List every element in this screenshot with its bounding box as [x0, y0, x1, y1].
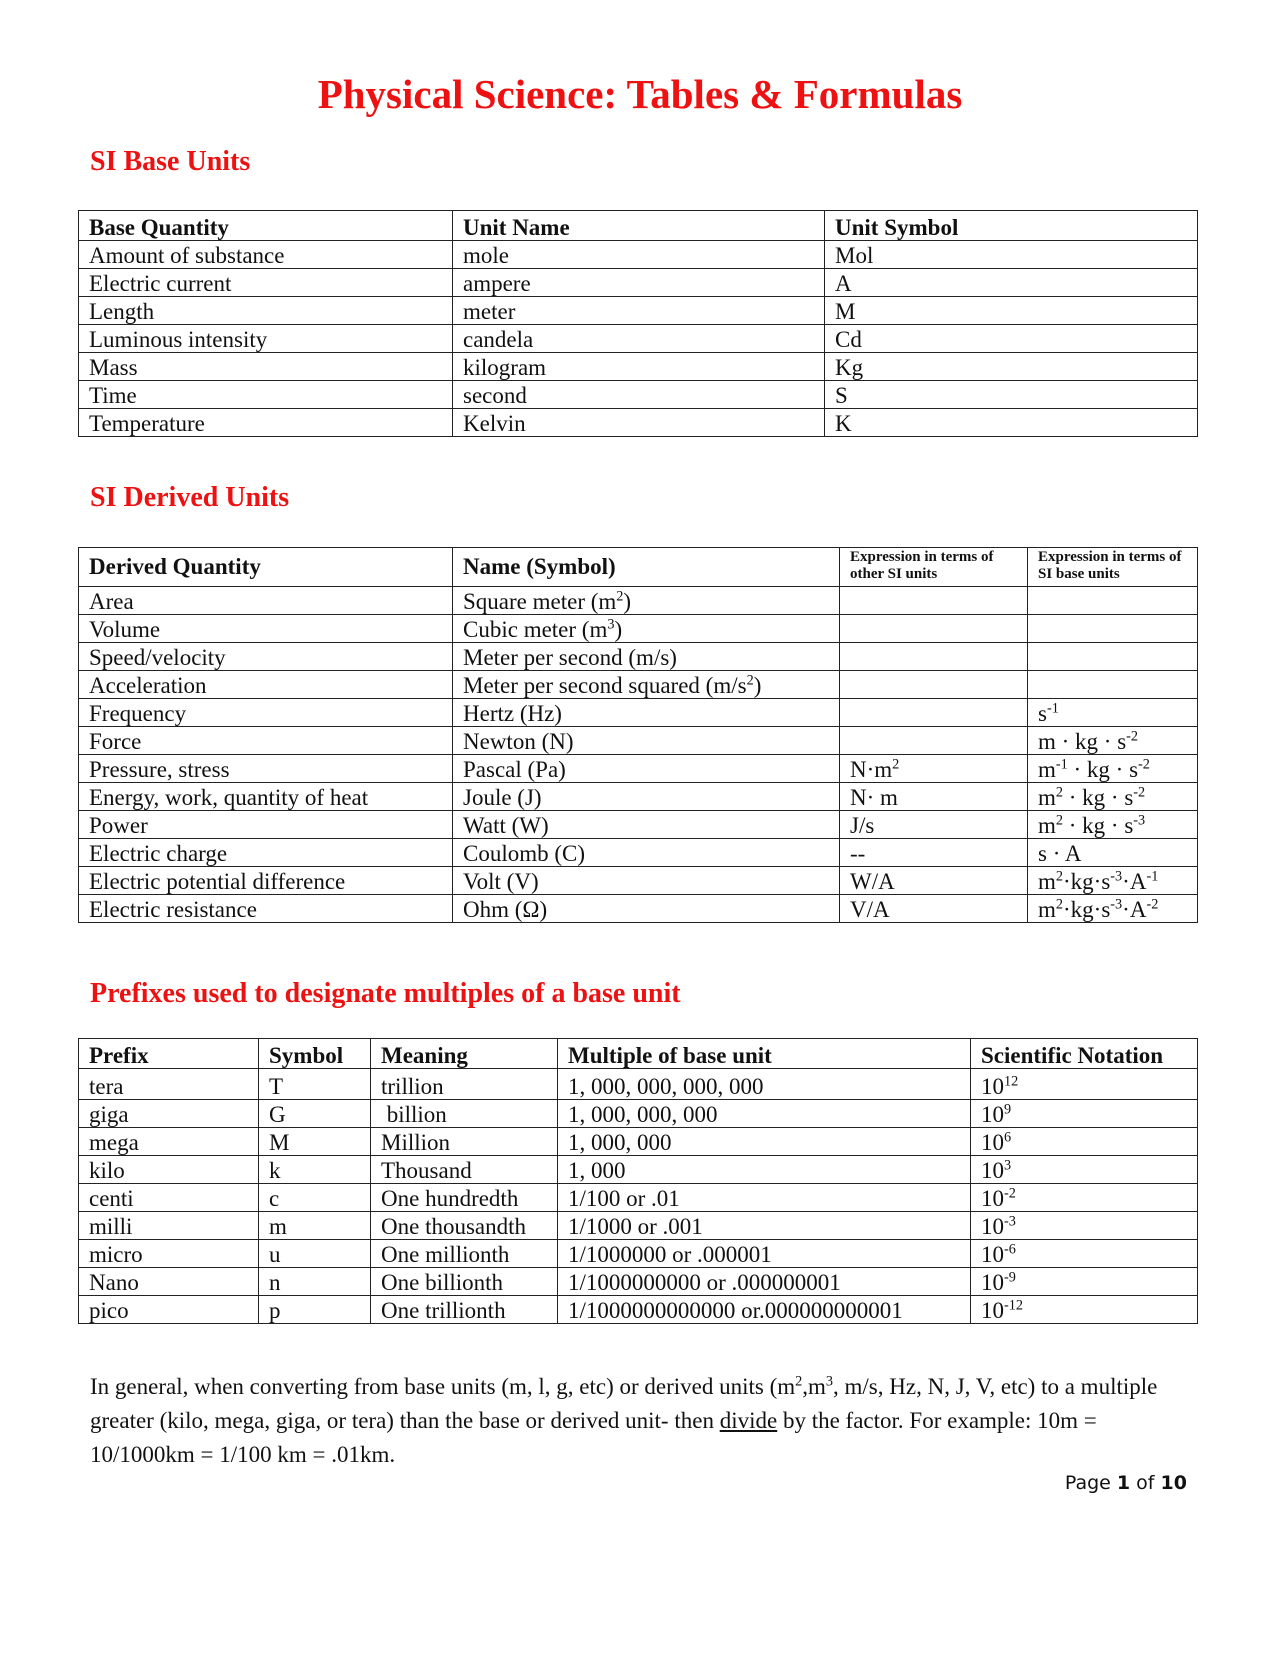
table-cell	[453, 895, 840, 923]
scientific-notation-cell	[971, 1184, 1198, 1212]
column-header: Name (Symbol)	[453, 548, 840, 587]
notation-exponent: 6	[1004, 1129, 1012, 1146]
cell-text: Watt (W)	[463, 813, 549, 838]
notation-exponent: -9	[1004, 1269, 1016, 1286]
table-cell: M	[259, 1128, 371, 1156]
table-cell	[840, 755, 1028, 783]
table-cell	[453, 839, 840, 867]
table-cell: 1, 000, 000, 000, 000	[558, 1069, 971, 1100]
note-text: by the factor. For example: 10m = 10/1000km = 1/100 km = .01km.	[90, 1408, 1097, 1467]
table-cell	[1028, 671, 1198, 699]
cell-text: m	[1038, 757, 1056, 782]
table-cell	[840, 895, 1028, 923]
table-cell	[453, 699, 840, 727]
cell-text: V/A	[850, 897, 890, 922]
notation-exponent: -6	[1004, 1241, 1016, 1258]
cell-text: )	[753, 673, 762, 698]
base-units-table	[78, 210, 1198, 437]
column-header: Multiple of base unit	[558, 1039, 971, 1069]
table-cell	[453, 671, 840, 699]
table-cell: tera	[79, 1069, 259, 1100]
table-cell: second	[453, 381, 825, 409]
table-cell: p	[259, 1296, 371, 1324]
page-label: Page	[1064, 1472, 1117, 1494]
table-cell	[1028, 867, 1198, 895]
table-cell: 1/1000000000000 or.000000000001	[558, 1296, 971, 1324]
table-cell	[79, 699, 453, 727]
table-cell	[453, 755, 840, 783]
table-cell: billion	[371, 1100, 558, 1128]
superscript-exponent: 2	[1055, 868, 1064, 885]
table-row	[79, 325, 1198, 353]
table-row	[79, 381, 1198, 409]
table-row	[79, 409, 1198, 437]
cell-text: · kg · s	[1067, 757, 1139, 782]
table-row	[79, 1268, 1198, 1296]
table-cell	[79, 867, 453, 895]
superscript-exponent: -2	[1126, 728, 1139, 745]
table-cell: One trillionth	[371, 1296, 558, 1324]
column-header: Expression in terms of other SI units	[840, 548, 1028, 587]
cell-text: Pressure, stress	[89, 757, 230, 782]
table-cell: A	[825, 269, 1198, 297]
conversion-note	[90, 1370, 1190, 1472]
cell-text: Coulomb (C)	[463, 841, 586, 866]
table-cell	[453, 643, 840, 671]
cell-text: Electric resistance	[89, 897, 257, 922]
table-cell	[840, 811, 1028, 839]
table-cell: Kg	[825, 353, 1198, 381]
table-cell	[79, 895, 453, 923]
table-cell	[79, 755, 453, 783]
table-cell	[840, 783, 1028, 811]
table-cell	[840, 699, 1028, 727]
cell-text: Meter per second squared (m/s	[463, 673, 747, 698]
table-cell: One millionth	[371, 1240, 558, 1268]
table-row	[79, 839, 1198, 867]
table-cell: 1, 000, 000	[558, 1128, 971, 1156]
cell-text: Power	[89, 813, 148, 838]
table-cell: Electric current	[79, 269, 453, 297]
superscript-exponent: -1	[1046, 700, 1059, 717]
table-cell	[1028, 895, 1198, 923]
scientific-notation-cell	[971, 1212, 1198, 1240]
table-row	[79, 353, 1198, 381]
column-header: Symbol	[259, 1039, 371, 1069]
cell-text: ·kg·s	[1063, 897, 1111, 922]
table-cell	[79, 811, 453, 839]
notation-base: 10	[981, 1214, 1004, 1239]
notation-base: 10	[981, 1270, 1004, 1295]
cell-text: N·m	[850, 757, 893, 782]
cell-text: · kg · s	[1063, 813, 1134, 838]
derived-units-table	[78, 547, 1198, 923]
cell-text: m · kg · s	[1038, 729, 1127, 754]
cell-text: Volume	[89, 617, 161, 642]
column-header: Prefix	[79, 1039, 259, 1069]
table-cell	[79, 671, 453, 699]
cell-text: ·kg·s	[1063, 869, 1111, 894]
notation-exponent: 12	[1004, 1073, 1019, 1090]
scientific-notation-cell	[971, 1240, 1198, 1268]
superscript-exponent: -3	[1110, 868, 1123, 885]
table-cell	[453, 615, 840, 643]
table-row	[79, 727, 1198, 755]
table-row	[79, 587, 1198, 615]
table-cell: 1/1000000 or .000001	[558, 1240, 971, 1268]
table-cell: M	[825, 297, 1198, 325]
superscript-exponent: -3	[1110, 896, 1123, 913]
table-cell	[1028, 643, 1198, 671]
table-row	[79, 1240, 1198, 1268]
table-cell	[79, 727, 453, 755]
column-header: Unit Symbol	[825, 211, 1198, 241]
column-header: Scientific Notation	[971, 1039, 1198, 1069]
cell-text: m	[1038, 785, 1056, 810]
cell-text: · kg · s	[1063, 785, 1134, 810]
table-cell: S	[825, 381, 1198, 409]
table-cell: 1, 000	[558, 1156, 971, 1184]
table-cell	[1028, 811, 1198, 839]
cell-text: m	[1038, 897, 1056, 922]
column-header: Expression in terms of SI base units	[1028, 548, 1198, 587]
notation-base: 10	[981, 1158, 1004, 1183]
cell-text: m	[1038, 869, 1056, 894]
table-row	[79, 783, 1198, 811]
table-cell: 1/1000 or .001	[558, 1212, 971, 1240]
page-number: 1	[1116, 1472, 1131, 1494]
cell-text: Square meter (m	[463, 589, 617, 614]
cell-text: ·A	[1122, 897, 1147, 922]
table-cell: Cd	[825, 325, 1198, 353]
note-text: , m/s, Hz, N, J, V, etc) to a multiple greater (kilo, mega, giga, or tera) than the base or derived unit- then	[90, 1374, 1158, 1433]
cell-text: N· m	[850, 785, 898, 810]
scientific-notation-cell	[971, 1296, 1198, 1324]
table-cell: Length	[79, 297, 453, 325]
table-row	[79, 1156, 1198, 1184]
column-header: Meaning	[371, 1039, 558, 1069]
note-superscript: 3	[825, 1373, 834, 1390]
table-cell: Mol	[825, 241, 1198, 269]
notation-base: 10	[981, 1298, 1004, 1323]
table-cell	[79, 643, 453, 671]
table-cell	[453, 867, 840, 895]
table-row	[79, 699, 1198, 727]
notation-base: 10	[981, 1242, 1004, 1267]
column-header: Base Quantity	[79, 211, 453, 241]
table-row	[79, 241, 1198, 269]
table-cell: m	[259, 1212, 371, 1240]
superscript-exponent: -2	[1138, 756, 1150, 773]
notation-base: 10	[981, 1074, 1004, 1099]
table-cell: kilogram	[453, 353, 825, 381]
table-cell: trillion	[371, 1069, 558, 1100]
table-cell	[79, 783, 453, 811]
page-of-label: of	[1130, 1472, 1161, 1494]
table-cell: K	[825, 409, 1198, 437]
table-row	[79, 297, 1198, 325]
table-row	[79, 867, 1198, 895]
table-cell: c	[259, 1184, 371, 1212]
cell-text: Frequency	[89, 701, 187, 726]
table-cell: meter	[453, 297, 825, 325]
table-cell: 1/100 or .01	[558, 1184, 971, 1212]
cell-text: Newton (N)	[463, 729, 574, 754]
table-cell	[840, 643, 1028, 671]
note-underlined-word: divide	[719, 1408, 778, 1433]
superscript-exponent: -2	[1133, 784, 1146, 801]
cell-text: ·A	[1122, 869, 1147, 894]
table-cell	[840, 839, 1028, 867]
table-cell: kilo	[79, 1156, 259, 1184]
cell-text: Pascal (Pa)	[463, 757, 566, 782]
table-cell	[1028, 755, 1198, 783]
prefixes-table	[78, 1038, 1198, 1324]
table-cell	[453, 587, 840, 615]
cell-text: Hertz (Hz)	[463, 701, 562, 726]
superscript-exponent: 2	[616, 588, 624, 605]
table-row	[79, 1296, 1198, 1324]
superscript-exponent: 3	[607, 616, 615, 633]
table-cell: u	[259, 1240, 371, 1268]
cell-text: Energy, work, quantity of heat	[89, 785, 369, 810]
scientific-notation-cell	[971, 1100, 1198, 1128]
page-total: 10	[1160, 1472, 1187, 1494]
table-cell	[840, 615, 1028, 643]
scientific-notation-cell	[971, 1069, 1198, 1100]
superscript-exponent: 2	[746, 672, 754, 689]
table-cell	[453, 783, 840, 811]
table-cell: n	[259, 1268, 371, 1296]
notation-exponent: -3	[1004, 1213, 1016, 1230]
note-superscript: 2	[795, 1373, 803, 1390]
notation-exponent: 9	[1004, 1101, 1012, 1118]
superscript-exponent: -1	[1055, 756, 1068, 773]
note-text: In general, when converting from base units (m, l, g, etc) or derived units (m	[90, 1374, 796, 1399]
cell-text: s · A	[1038, 841, 1082, 866]
table-cell: 1, 000, 000, 000	[558, 1100, 971, 1128]
cell-text: s	[1038, 701, 1047, 726]
table-cell	[1028, 699, 1198, 727]
superscript-exponent: 2	[1055, 896, 1064, 913]
table-cell: G	[259, 1100, 371, 1128]
table-cell	[1028, 587, 1198, 615]
cell-text: Joule (J)	[463, 785, 542, 810]
table-cell: Thousand	[371, 1156, 558, 1184]
table-row	[79, 269, 1198, 297]
superscript-exponent: -3	[1133, 812, 1146, 829]
cell-text: W/A	[850, 869, 895, 894]
superscript-exponent: 2	[1055, 784, 1064, 801]
table-cell: 1/1000000000 or .000000001	[558, 1268, 971, 1296]
table-cell	[840, 587, 1028, 615]
prefixes-heading: Prefixes used to designate multiples of a base unit	[90, 978, 681, 1009]
table-cell	[1028, 727, 1198, 755]
table-cell: Mass	[79, 353, 453, 381]
table-cell	[1028, 839, 1198, 867]
table-cell: Amount of substance	[79, 241, 453, 269]
table-row	[79, 1069, 1198, 1100]
table-row	[79, 1212, 1198, 1240]
notation-base: 10	[981, 1102, 1004, 1127]
table-cell	[453, 811, 840, 839]
notation-base: 10	[981, 1186, 1004, 1211]
table-row	[79, 755, 1198, 783]
table-row	[79, 671, 1198, 699]
superscript-exponent: -1	[1146, 868, 1159, 885]
table-cell: T	[259, 1069, 371, 1100]
table-cell: mega	[79, 1128, 259, 1156]
cell-text: Acceleration	[89, 673, 207, 698]
table-cell	[79, 615, 453, 643]
table-cell: One billionth	[371, 1268, 558, 1296]
table-cell: milli	[79, 1212, 259, 1240]
table-cell: Million	[371, 1128, 558, 1156]
table-cell: Time	[79, 381, 453, 409]
table-cell: mole	[453, 241, 825, 269]
superscript-exponent: -2	[1146, 896, 1159, 913]
table-row	[79, 1184, 1198, 1212]
cell-text: --	[850, 841, 866, 866]
scientific-notation-cell	[971, 1156, 1198, 1184]
table-cell	[79, 587, 453, 615]
table-row	[79, 615, 1198, 643]
cell-text: m	[1038, 813, 1056, 838]
table-cell: Temperature	[79, 409, 453, 437]
cell-text: Force	[89, 729, 142, 754]
cell-text: Electric potential difference	[89, 869, 346, 894]
cell-text: Area	[89, 589, 134, 614]
notation-exponent: -2	[1004, 1185, 1016, 1202]
table-row	[79, 811, 1198, 839]
table-cell	[840, 671, 1028, 699]
derived-units-heading: SI Derived Units	[90, 482, 290, 513]
cell-text: Ohm (Ω)	[463, 897, 548, 922]
table-cell: Luminous intensity	[79, 325, 453, 353]
notation-base: 10	[981, 1130, 1004, 1155]
table-cell: ampere	[453, 269, 825, 297]
table-row	[79, 1128, 1198, 1156]
table-row	[79, 643, 1198, 671]
table-cell	[1028, 615, 1198, 643]
table-cell	[840, 727, 1028, 755]
cell-text: Volt (V)	[463, 869, 539, 894]
table-cell: giga	[79, 1100, 259, 1128]
cell-text: )	[614, 617, 623, 642]
table-cell	[840, 867, 1028, 895]
page-footer	[1065, 1472, 1187, 1494]
table-header-row	[79, 211, 1198, 241]
page-title: Physical Science: Tables & Formulas	[317, 71, 963, 117]
table-cell: micro	[79, 1240, 259, 1268]
cell-text: Electric charge	[89, 841, 228, 866]
table-cell: candela	[453, 325, 825, 353]
table-row	[79, 1100, 1198, 1128]
table-cell: Nano	[79, 1268, 259, 1296]
notation-exponent: 3	[1004, 1157, 1012, 1174]
base-units-heading: SI Base Units	[90, 146, 251, 177]
cell-text: Meter per second (m/s)	[463, 645, 677, 670]
cell-text: J/s	[850, 813, 875, 838]
column-header: Unit Name	[453, 211, 825, 241]
cell-text: Speed/velocity	[89, 645, 226, 670]
column-header: Derived Quantity	[79, 548, 453, 587]
table-cell	[79, 839, 453, 867]
table-cell	[453, 727, 840, 755]
table-header-row	[79, 548, 1198, 587]
scientific-notation-cell	[971, 1268, 1198, 1296]
cell-text: )	[623, 589, 632, 614]
table-cell: k	[259, 1156, 371, 1184]
superscript-exponent: 2	[1055, 812, 1064, 829]
table-cell	[1028, 783, 1198, 811]
note-text: ,m	[802, 1374, 826, 1399]
table-cell: pico	[79, 1296, 259, 1324]
table-cell: One thousandth	[371, 1212, 558, 1240]
table-cell: Kelvin	[453, 409, 825, 437]
cell-text: Cubic meter (m	[463, 617, 608, 642]
table-cell: One hundredth	[371, 1184, 558, 1212]
table-cell: centi	[79, 1184, 259, 1212]
table-row	[79, 895, 1198, 923]
superscript-exponent: 2	[892, 756, 900, 773]
table-header-row	[79, 1039, 1198, 1069]
scientific-notation-cell	[971, 1128, 1198, 1156]
notation-exponent: -12	[1004, 1297, 1023, 1314]
